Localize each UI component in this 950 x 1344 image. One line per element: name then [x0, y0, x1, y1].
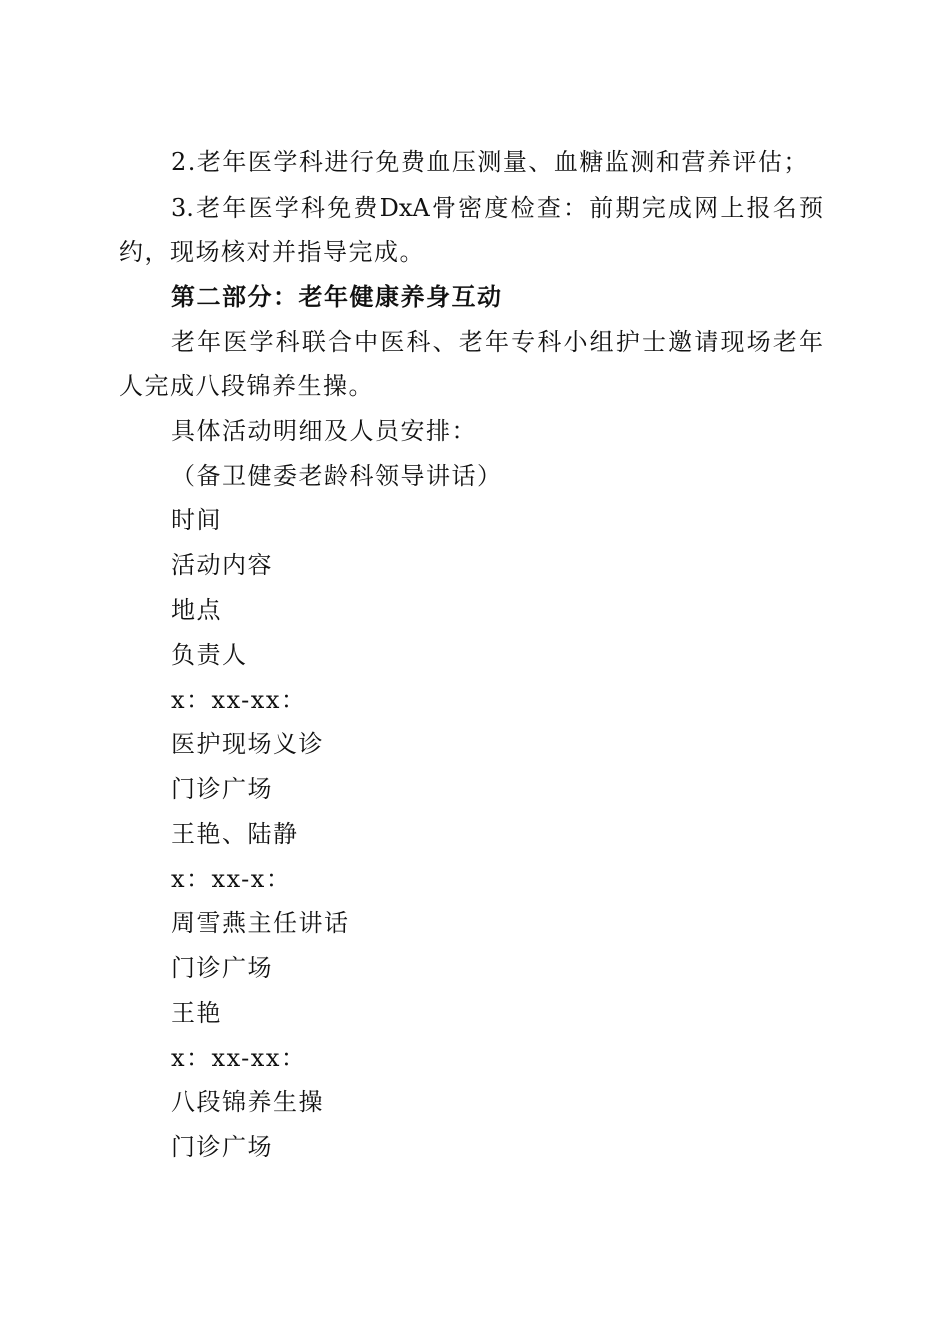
header-location: 地点 [171, 596, 222, 624]
leader-speech-note: （备卫健委老龄科领导讲话） [171, 462, 503, 490]
row2-activity: 周雪燕主任讲话 [171, 909, 350, 937]
section-heading-part-two: 第二部分：老年健康养身互动 [171, 282, 503, 311]
row3-activity: 八段锦养生操 [171, 1088, 324, 1116]
header-person-in-charge: 负责人 [171, 641, 248, 669]
row3-time: x：xx-xx： [171, 1044, 307, 1072]
paragraph-baduanjin-continuation: 人完成八段锦养生操。 [119, 372, 374, 400]
item-3-bone-density: 3.老年医学科免费DxA骨密度检查：前期完成网上报名预 [171, 194, 823, 222]
row1-person: 王艳、陆静 [171, 820, 299, 848]
item-3-continuation: 约，现场核对并指导完成。 [119, 238, 425, 266]
item-2-blood-pressure: 2.老年医学科进行免费血压测量、血糖监测和营养评估； [171, 148, 809, 176]
row3-location: 门诊广场 [171, 1133, 273, 1161]
header-time: 时间 [171, 506, 222, 534]
row2-person: 王艳 [171, 999, 222, 1027]
paragraph-baduanjin: 老年医学科联合中医科、老年专科小组护士邀请现场老年 [171, 328, 823, 356]
row1-time: x：xx-xx： [171, 686, 307, 714]
row2-time: x：xx-x： [171, 865, 292, 893]
header-activity: 活动内容 [171, 551, 273, 579]
schedule-intro: 具体活动明细及人员安排： [171, 417, 477, 445]
row1-location: 门诊广场 [171, 775, 273, 803]
row2-location: 门诊广场 [171, 954, 273, 982]
row1-activity: 医护现场义诊 [171, 730, 324, 758]
